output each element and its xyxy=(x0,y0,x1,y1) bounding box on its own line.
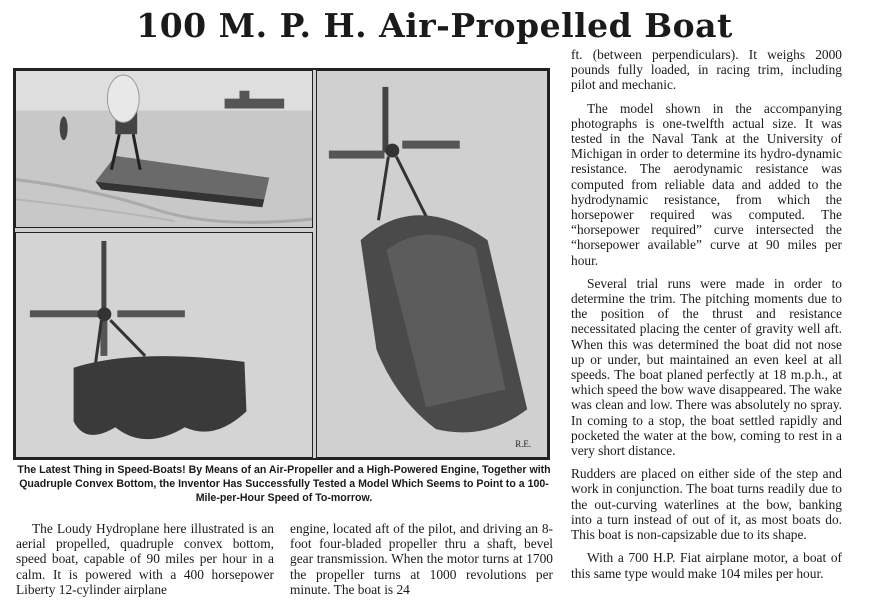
paragraph-5: Several trial runs were made in order to determine the trim. The pitching moments due to the position of the thrust and resistance necessitated placing the center of gravity well aft. When this was determined the boat did not nose up or under, but maintained an even keel at all speeds. The boat planed perfectly at 18 m.p.h., at which speed the bow wave disappeared. The wake was clean and low. There was absolutely no spray. In coming to a stop, the boat settled rapidly and pocketed the water at the bow, coming to rest in a very short distance. xyxy=(571,275,842,459)
signature-mark: R.E. xyxy=(515,439,532,450)
body-column-3 xyxy=(571,47,842,581)
paragraph-4: The model shown in the accompanying photographs is one-twelfth actual size. It was tested in the Naval Tank at the University of Michigan in order to determine its hydro-dynamic resistance. The aerodynamic resistance was computed from reliable data and added to the hydrodynamic resistance, from which the horsepower required was computed. The “horsepower required” curve intersected the “horsepower available” curve at 90 miles per hour. xyxy=(571,100,842,268)
boat-on-water-photo xyxy=(15,70,313,228)
paragraph-1: The Loudy Hydroplane here illustrated is an aerial propelled, quadruple convex bottom, speed boat, capable of 90 miles per hour in a calm. It is powered with a 400 horsepower Liberty 12-cylinder airplane xyxy=(16,521,274,597)
body-column-1 xyxy=(16,521,274,597)
paragraph-7: With a 700 H.P. Fiat airplane motor, a boat of this same type would make 104 miles per hour. xyxy=(571,550,842,581)
paragraph-2: engine, located aft of the pilot, and driving an 8-foot four-bladed propeller thru a shaft, bevel gear transmission. When the motor turns at 1700 the propeller turns at 1000 revolutions per minute. The boat is 24 xyxy=(290,521,553,597)
article-title: 100 M. P. H. Air-Propelled Boat xyxy=(136,6,733,45)
paragraph-3: ft. (between perpendiculars). It weighs 2000 pounds fully loaded, in racing trim, including pilot and mechanic. xyxy=(571,47,842,93)
photo-panel xyxy=(13,68,550,460)
figure-caption: The Latest Thing in Speed-Boats! By Means of an Air-Propeller and a High-Powered Engine, Together with Quadruple Convex Bottom, the Inventor Has Successfully Tested a Model Which Seems to Point to a 100-Mile-per-Hour Speed of To-morrow. xyxy=(17,464,551,504)
paragraph-6: Rudders are placed on either side of the step and work in conjunction. The boat turns readily due to the out-curving waterlines at the bow, banking into a turn instead of out of it, as most boats do. This boat is non-capsizable due to its shape. xyxy=(571,466,842,543)
boat-model-front-photo xyxy=(15,232,313,458)
boat-model-top-photo xyxy=(316,70,548,458)
body-column-2 xyxy=(290,521,553,597)
